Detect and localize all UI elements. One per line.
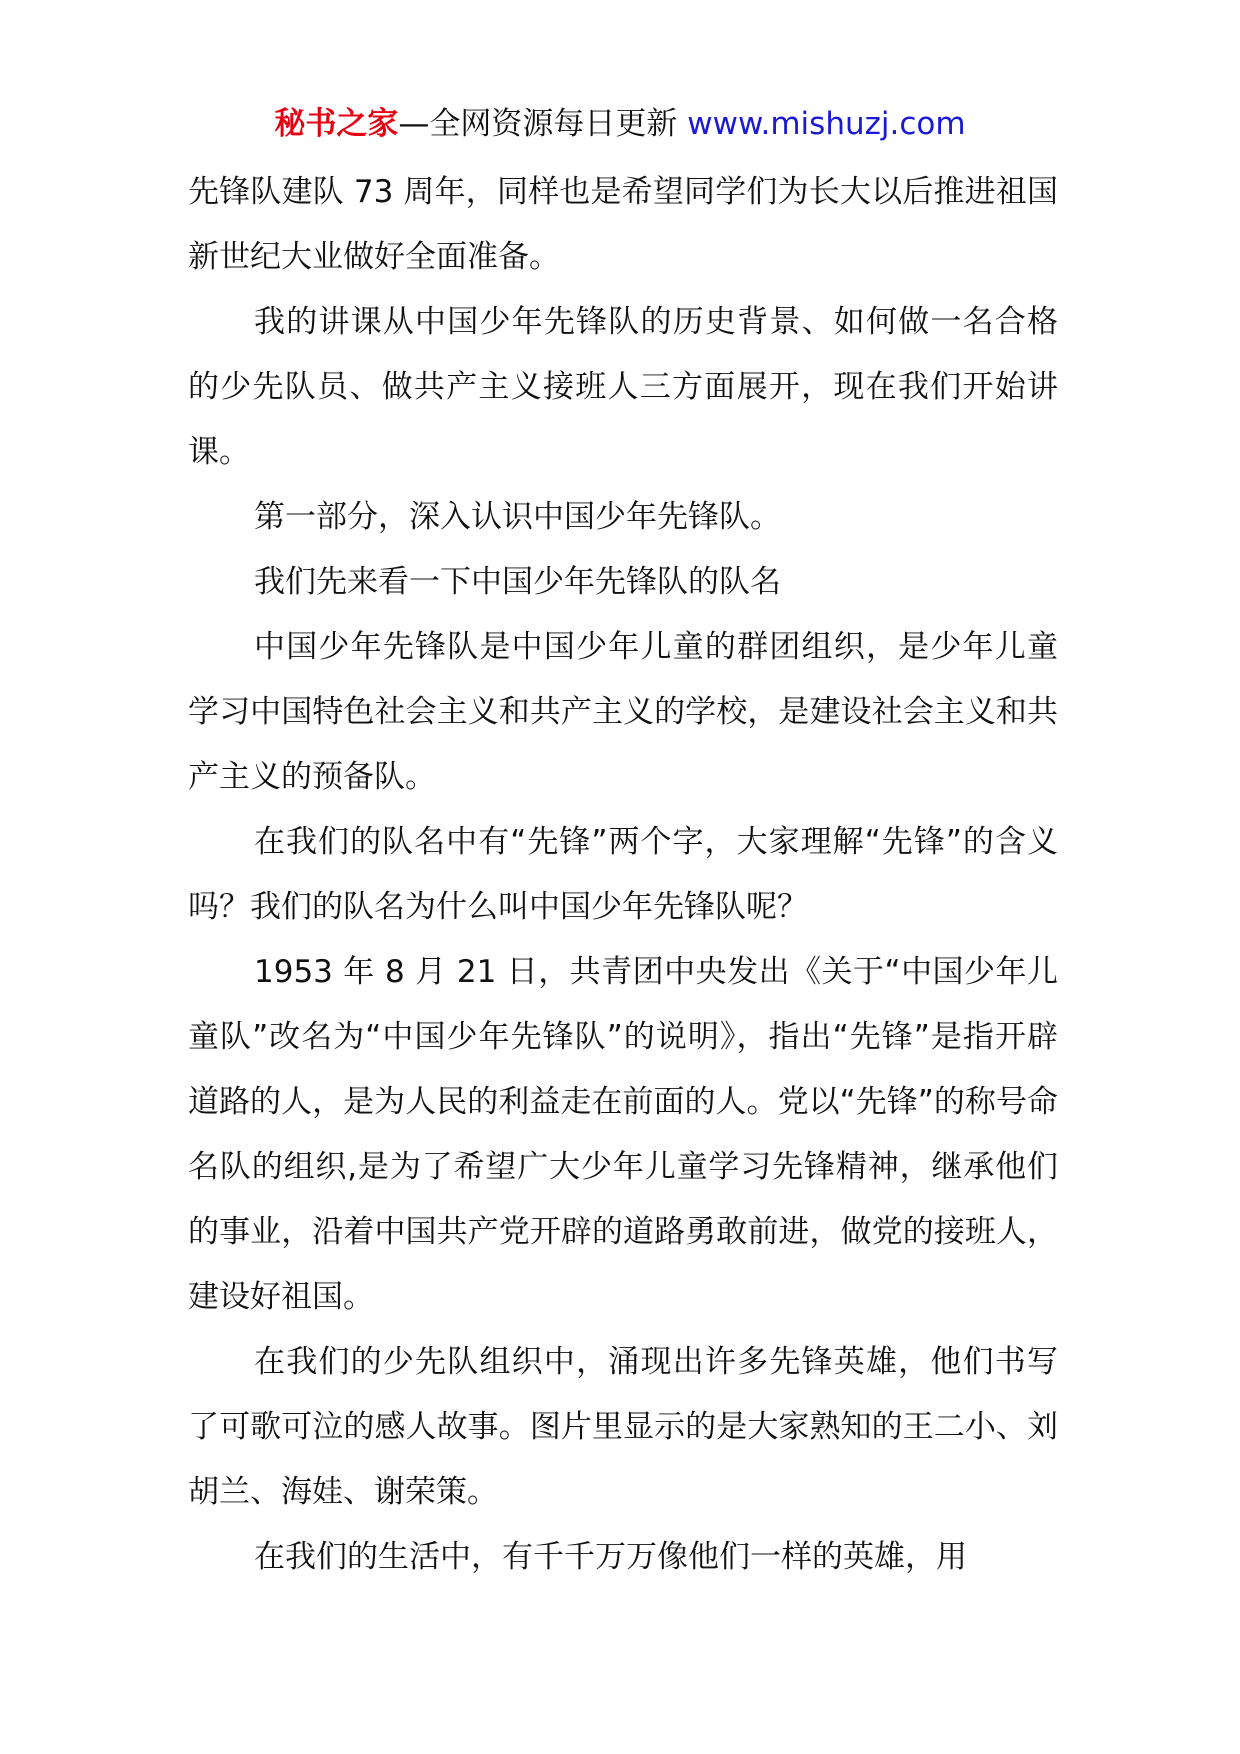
paragraph: 在我们的队名中有“先锋”两个字，大家理解“先锋”的含义吗？我们的队名为什么叫中国少年先锋队呢？: [188, 824, 1058, 925]
paragraph: 我的讲课从中国少年先锋队的历史背景、如何做一名合格的少先队员、做共产主义接班人三方面展开，现在我们开始讲课。: [188, 304, 1058, 470]
section-heading: 第一部分，深入认识中国少年先锋队。: [254, 499, 781, 535]
site-tagline: —全网资源每日更新: [398, 106, 678, 142]
paragraph: 中国少年先锋队是中国少年儿童的群团组织，是少年儿童学习中国特色社会主义和共产主义的学校，是建设社会主义和共产主义的预备队。: [188, 629, 1058, 795]
paragraph: 我们先来看一下中国少年先锋队的队名: [254, 564, 781, 600]
site-url-link[interactable]: www.mishuzj.com: [687, 106, 966, 142]
document-body: [188, 160, 1058, 1590]
paragraph: 在我们的生活中，有千千万万像他们一样的英雄，用: [254, 1539, 967, 1575]
paragraph: 在我们的少先队组织中，涌现出许多先锋英雄，他们书写了可歌可泣的感人故事。图片里显示的是大家熟知的王二小、刘胡兰、海娃、谢荣策。: [188, 1344, 1058, 1510]
site-brand: 秘书之家: [274, 106, 399, 142]
site-header: [0, 102, 1240, 146]
paragraph: 1953 年 8 月 21 日，共青团中央发出《关于“中国少年儿童队”改名为“中国少年先锋队”的说明》，指出“先锋”是指开辟道路的人，是为人民的利益走在前面的人。党以“先锋”的称号命名队的组织,是为了希望广大少年儿童学习先锋精神，继承他们的事业，沿着中国共产党开辟的道路勇敢前进，做党的接班人，建设好祖国。: [188, 954, 1058, 1315]
paragraph-continuation: 先锋队建队 73 周年，同样也是希望同学们为长大以后推进祖国新世纪大业做好全面准备。: [188, 174, 1058, 275]
